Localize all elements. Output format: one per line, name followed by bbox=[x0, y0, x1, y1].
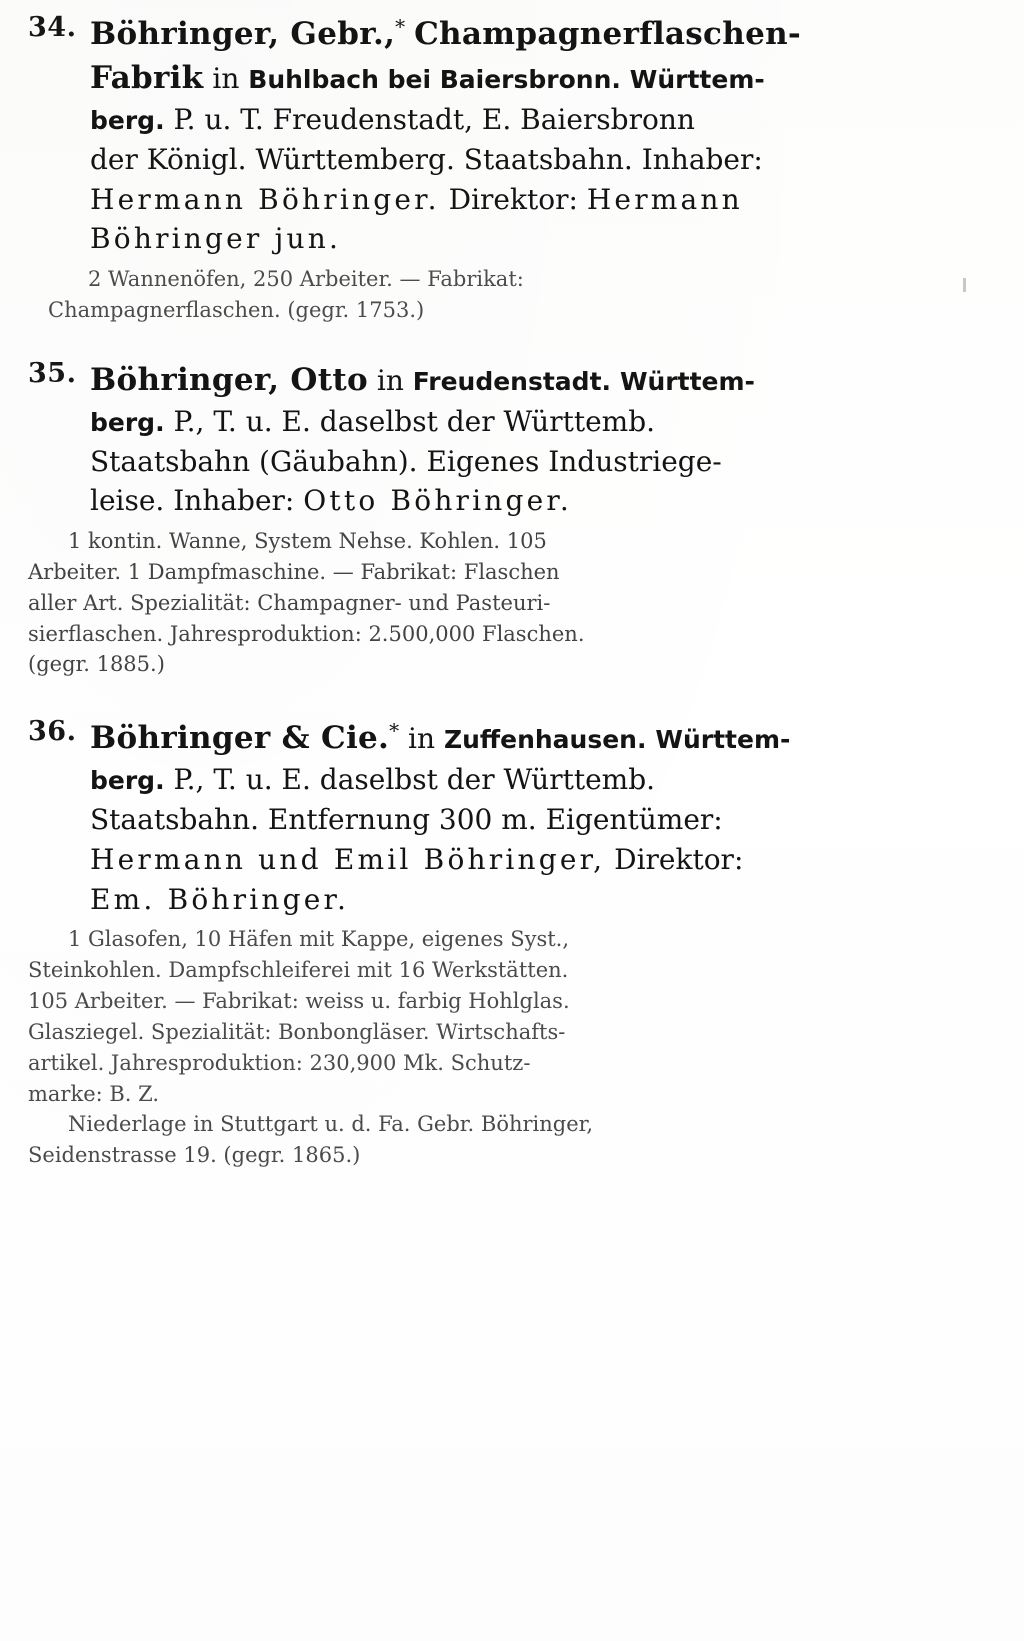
entry-34-body-line-1: 2 Wannenöfen, 250 Arbeiter. — Fabrikat: bbox=[88, 267, 524, 292]
entry-35-body-line-2: Arbeiter. 1 Dampfmaschine. — Fabrikat: Flaschen bbox=[28, 559, 560, 584]
entry-spacer-2 bbox=[28, 690, 954, 716]
entry-35-heading bbox=[28, 358, 954, 521]
entry-36-body bbox=[28, 924, 954, 1171]
entry-36-body-line-5: artikel. Jahresproduktion: 230,900 Mk. Schutz- bbox=[28, 1050, 531, 1075]
entry-35-number: 35. bbox=[28, 357, 77, 389]
entry-35-body-line-4: sierflaschen. Jahresproduktion: 2.500,000 Flaschen. bbox=[28, 621, 585, 646]
entry-36-head-line-1: Böhringer & Cie.* in Zuffenhausen. Württem- bbox=[90, 718, 791, 757]
entry-35-head-line-1: Böhringer, Otto in Freudenstadt. Württem- bbox=[90, 361, 755, 398]
directory-entry-36 bbox=[28, 716, 954, 1171]
entry-34-head-line-3: berg. P. u. T. Freudenstadt, E. Baiersbronn bbox=[90, 103, 695, 137]
entry-35-head-line-2: berg. P., T. u. E. daselbst der Württemb. bbox=[90, 404, 656, 438]
entry-36-head-lines bbox=[90, 716, 954, 919]
entry-35-body-line-3: aller Art. Spezialität: Champagner- und Pasteuri- bbox=[28, 590, 551, 615]
entry-36-body-line-3: 105 Arbeiter. — Fabrikat: weiss u. farbig Hohlglas. bbox=[28, 989, 570, 1014]
directory-entry-34 bbox=[28, 12, 954, 326]
entry-34-head-line-5: Hermann Böhringer. Direktor: Hermann bbox=[90, 182, 743, 216]
entry-36-body-line-7: Niederlage in Stuttgart u. d. Fa. Gebr. Böhringer, bbox=[68, 1112, 594, 1137]
entry-34-number: 34. bbox=[28, 12, 77, 43]
entry-36-number: 36. bbox=[28, 716, 77, 748]
entry-35-head-line-4: leise. Inhaber: Otto Böhringer. bbox=[90, 484, 573, 518]
entry-35-head-line-3: Staatsbahn (Gäubahn). Eigenes Industriege- bbox=[90, 444, 722, 478]
entry-35-body-line-1: 1 kontin. Wanne, System Nehse. Kohlen. 105 bbox=[68, 529, 547, 554]
entry-36-body-line-2: Steinkohlen. Dampfschleiferei mit 16 Werkstätten. bbox=[28, 958, 569, 983]
scan-artifact-mark bbox=[963, 278, 966, 292]
entry-36-head-line-4: Hermann und Emil Böhringer, Direktor: bbox=[90, 842, 744, 876]
entry-34-body bbox=[28, 264, 954, 326]
entry-36-head-line-2: berg. P., T. u. E. daselbst der Württemb. bbox=[90, 763, 656, 797]
entry-35-body bbox=[28, 526, 954, 680]
entry-34-head-line-4: der Königl. Württemberg. Staatsbahn. Inhaber: bbox=[90, 142, 763, 176]
directory-entry-35 bbox=[28, 358, 954, 681]
entry-34-body-line-2: Champagnerflaschen. (gegr. 1753.) bbox=[48, 297, 425, 322]
entry-34-head-lines bbox=[90, 12, 954, 259]
entry-34-head-line-6: Böhringer jun. bbox=[90, 222, 342, 256]
entry-34-head-line-2: Fabrik in Buhlbach bei Baiersbronn. Württem- bbox=[90, 60, 765, 97]
entry-36-body-line-1: 1 Glasofen, 10 Häfen mit Kappe, eigenes Syst., bbox=[68, 927, 570, 952]
entry-36-body-line-6: marke: B. Z. bbox=[28, 1081, 160, 1106]
entry-34-heading bbox=[28, 12, 954, 259]
entry-36-body-line-8: Seidenstrasse 19. (gegr. 1865.) bbox=[28, 1143, 361, 1168]
entry-36-head-line-3: Staatsbahn. Entfernung 300 m. Eigentümer: bbox=[90, 803, 723, 837]
entry-36-heading bbox=[28, 716, 954, 919]
entry-35-body-line-5: (gegr. 1885.) bbox=[28, 652, 165, 677]
entry-36-head-line-5: Em. Böhringer. bbox=[90, 882, 350, 916]
entry-spacer-1 bbox=[28, 336, 954, 358]
entry-36-body-line-4: Glasziegel. Spezialität: Bonbongläser. Wirtschafts- bbox=[28, 1019, 566, 1044]
entry-35-head-lines bbox=[90, 358, 954, 521]
entry-34-head-line-1: Böhringer, Gebr.,* Champagnerflaschen- bbox=[90, 14, 802, 52]
